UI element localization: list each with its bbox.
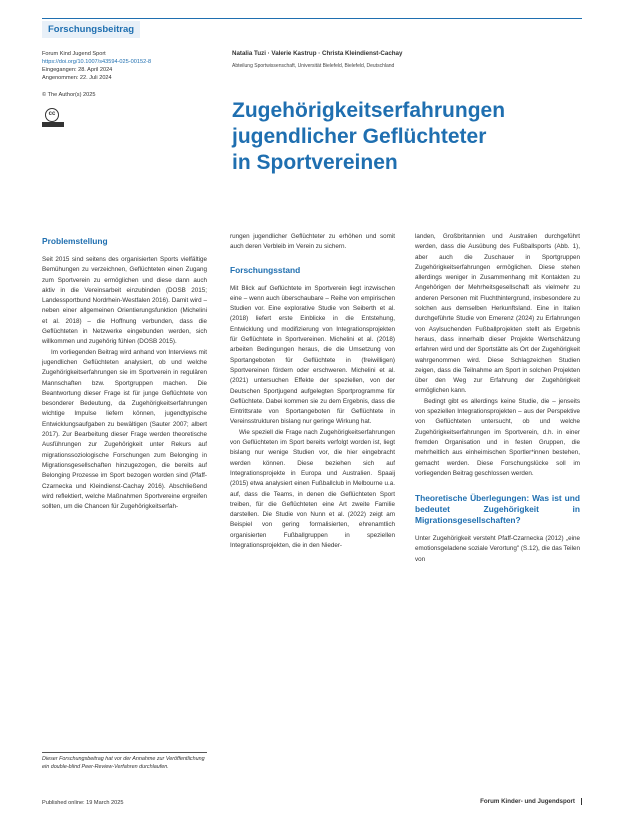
column-2 xyxy=(230,232,395,792)
affiliation: Abteilung Sportwissenschaft, Universität Bielefeld, Bielefeld, Deutschland xyxy=(232,63,395,69)
author-list: Natalia Tuzi · Valerie Kastrup · Christa Kleindienst-Cachay xyxy=(232,50,403,57)
creative-commons-icon xyxy=(42,108,64,128)
paragraph: rungen jugendlicher Geflüchteter zu erhöhen und somit auch deren Verbleib im Verein zu sichern. xyxy=(230,233,395,251)
cc-bar xyxy=(42,122,64,127)
article-title xyxy=(232,98,562,176)
title-line: in Sportvereinen xyxy=(232,151,398,174)
journal-short: Forum Kind Jugend Sport xyxy=(42,51,106,57)
paragraph: landen, Großbritannien und Australien durchgeführt werden, dass die Ausübung des Fußballsports (Abb. 1), aber auch die Zuschauer in Sportgruppen Zugehörigkeitserfahrungen ermöglichen. Diese stehen allerdings weniger in Zusammenhang mit Kontakten zu Angehörigen der Mehrheitsgesellschaft als vielmehr zu anderen Personen mit Fluchthintergrund, insbesondere zu solchen aus demselben Herkunftsland. Eine in Italien durchgeführte Studie von Emerenz (2024) zu Erfahrungen von Asylsuchenden Fußballprojekten stellt als Ergebnis heraus, dass innerhalb dieser Projekte Wertschätzung erfahren wird und der Sportstätte als Ort der Zugehörigkeit wahrgenommen wird. Diese Schlagzeichen Studien zeigen, dass die Teilnahme am Sport in solchen Projekten über den Weg zur Erfahrung der Zugehörigkeit ermöglichen kann. xyxy=(415,233,580,395)
section-heading-problem: Problemstellung xyxy=(42,236,108,246)
title-line: jugendlicher Geflüchteter xyxy=(232,125,487,148)
received-date: Eingegangen: 28. April 2024 xyxy=(42,67,113,73)
category-label: Forschungsbeitrag xyxy=(42,21,140,38)
paragraph: Mit Blick auf Geflüchtete im Sportverein liegt inzwischen eine – wenn auch überschaubare – Reihe von empirischen Studien vor. Eine explorative Studie von Seiberth et al. (2018) liefert erste Einblicke in die Entstehung, Entwicklung und modifizierung von Integrationsprojekten für Geflüchtete in Sportvereinen. Michelini et al. (2018) arbeiten Bedingungen heraus, die die Umsetzung von Sportangeboten für Geflüchtete in (freiwilligen) Sportvereinen fördern oder erschweren. Michelini et al. (2021) untersuchen Effekte der speziellen, von der Deutschen Sportjugend aufgelegten Sportprogramme für Geflüchtete. Dabei kommen sie zu dem Ergebnis, dass die Eintrittsrate von Sportangeboten für Geflüchtete in Vereinsstrukturen bislang nur geringe Wirkung hat. xyxy=(230,284,395,426)
column-1 xyxy=(42,236,207,736)
published-date: Published online: 19 March 2025 xyxy=(42,800,124,806)
copyright: © The Author(s) 2025 xyxy=(42,92,96,98)
doi-link[interactable]: https://doi.org/10.1007/s43594-025-00152-8 xyxy=(42,59,152,65)
section-heading-research: Forschungsstand xyxy=(230,264,301,275)
column-3 xyxy=(415,232,580,792)
journal-name: Forum Kinder- und Jugendsport xyxy=(480,798,582,805)
review-footnote: Dieser Forschungsbeitrag hat vor der Annahme zur Veröffentlichung ein double-blind Peer-Review-Verfahren durchlaufen. xyxy=(42,752,207,771)
paragraph: Im vorliegenden Beitrag wird anhand von Interviews mit jugendlichen Geflüchteten analysiert, ob und welche Zugehörigkeitserfahrungen sie im Sportverein in regulären Mannschaften bzw. Sportgruppen machen. Die Beantwortung dieser Frage ist für junge Geflüchtete von besonderer Bedeutung, da Zugehörigkeitserfahrungen wichtige Impulse liefern können, jugendtypische Entwicklungsaufgaben zu bewältigen (Sauter 2007; albert 2017). Zur Bearbeitung dieser Frage werden theoretische Ausführungen zur Zugehörigkeit unter Rekurs auf migrationssoziologische Forschungen zum Belonging in Migrationsgesellschaften hinzugezogen, die bereits auf Belonging Prozesse im Sport bezogen worden sind (Pfaff-Czarnecka und Kleindienst-Cachay 2016). Abschließend wird reflektiert, welche Maßnahmen Sportvereine ergreifen sollten, um die Chancen für Zugehörigkeitserfah- xyxy=(42,348,207,511)
accepted-date: Angenommen: 22. Juli 2024 xyxy=(42,75,112,81)
category-bar xyxy=(42,18,582,37)
paragraph: Unter Zugehörigkeit versteht Pfaff-Czarnecka (2012) „eine emotionsgeladene soziale Verortung" (S.12), die das Teilen von xyxy=(415,535,580,563)
paragraph: Wie speziell die Frage nach Zugehörigkeitserfahrungen von Geflüchteten im Sport bereits verfolgt worden ist, liegt bislang nur wenige Studien vor, die hier eingebracht werden können. Diese beziehen sich auf Integrationsprojekte in Europa und Australien. Spaaij (2015) etwa analysiert einen Fußballclub in Melbourne u.a. auf, dass die Teams, in denen die Geflüchteten Sport treiben, für die Geflüchteten eine Art zweite Familie darstellen. Die Studie von Nunn et al. (2022) zeigt am Beispiel von gering formalisierten, ehrenamtlich organisierten Fußballgruppen in speziellen Integrationsprojekten, die in den Nieder- xyxy=(230,428,395,550)
article-meta xyxy=(42,50,212,128)
paragraph: Seit 2015 sind seitens des organisierten Sports vielfältige Bemühungen zu verzeichnen, Geflüchteten einen Zugang zum Sportverein zu ermöglichen und diese dann auch aktiv in die Vereinsarbeit einzubinden (DOSB 2015; Landessportbund Nordrhein-Westfalen 2016). Damit wird – neben einer allgemeinen Orientierungsfunktion (Michelini et al. 2018) – die Hoffnung verbunden, dass die Geflüchteten in Netzwerke eingebunden werden, sich willkommen und zugehörig fühlen (DOSB 2015). xyxy=(42,256,207,346)
paragraph: Bedingt gibt es allerdings keine Studie, die – jenseits von speziellen Integrationsprojekten – aus der Perspektive von Geflüchteten untersucht, ob und welche Zugehörigkeitserfahrungen im Sportverein, d.h. in einer fremden Organisation und in festen Gruppen, die mehrheitlich aus einheimischen Sportler*innen bestehen, gemacht werden. Diese Forschungslücke soll im vorliegenden Beitrag geschlossen werden. xyxy=(415,397,580,477)
title-line: Zugehörigkeitserfahrungen xyxy=(232,99,506,122)
cc-circle: cc xyxy=(45,108,59,122)
section-heading-theory: Theoretische Überlegungen: Was ist und bedeutet Zugehörigkeit in Migrationsgesellschaften? xyxy=(415,493,580,526)
